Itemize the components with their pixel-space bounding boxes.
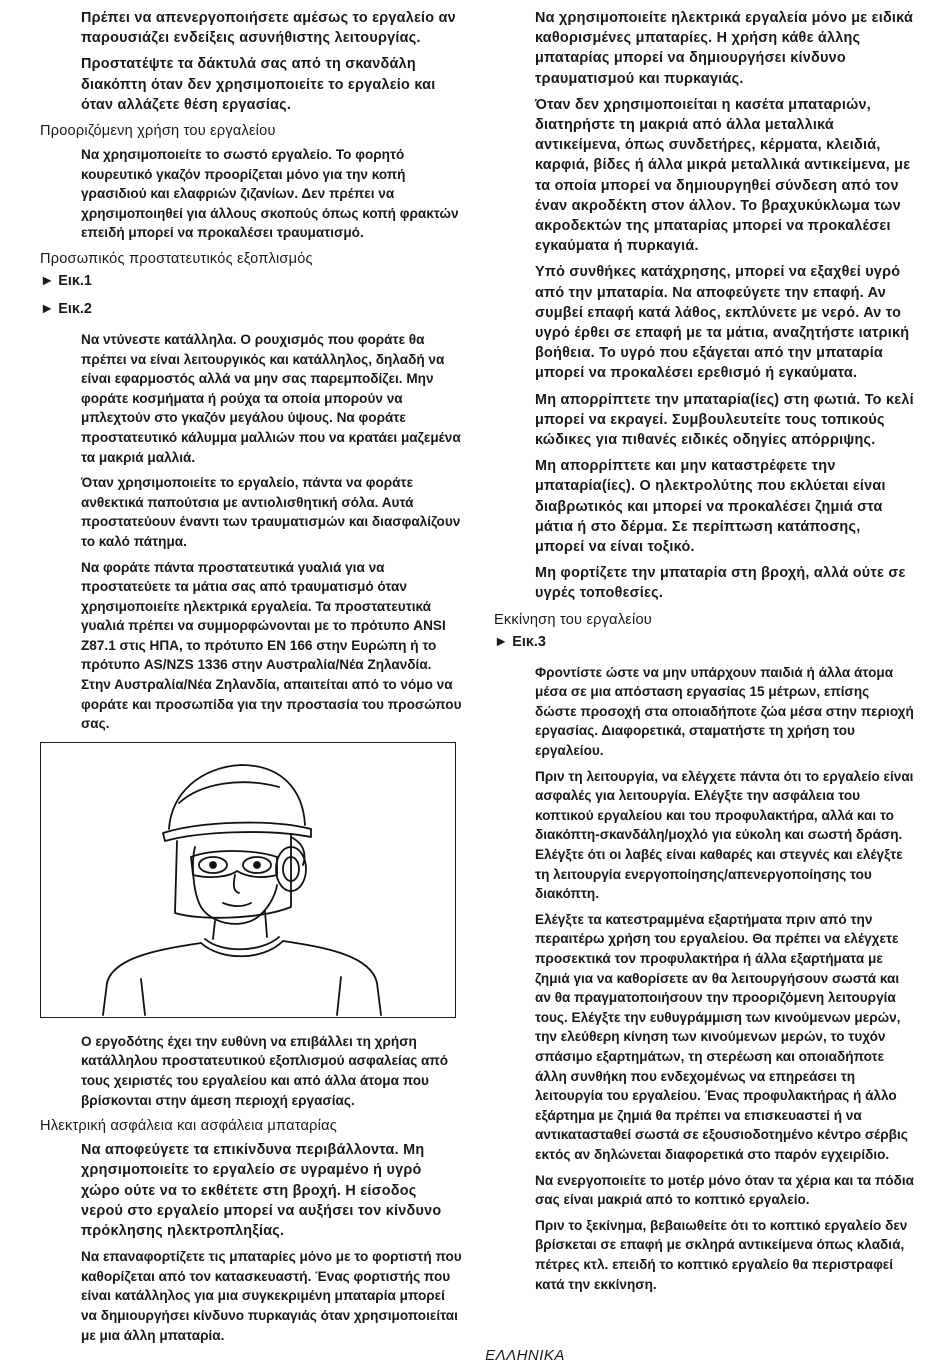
paragraph-damaged-parts: Ελέγξτε τα κατεστραμμένα εξαρτήματα πριν από την περαιτέρω χρήση του εργαλείου. Θα πρέπει να ελέγχετε προσεκτικά τον προφυλακτήρα ή άλλα εξαρτήματα με ζημιά για να καθορίσετε αν θα λειτουργήσουν σωστά και αν θα πραγματοποιήσουν την προοριζόμενη λειτουργία τους. Ελέγξτε την ευθυγράμμιση των κινούμενων μερών, την ελεύθερη κίνηση των κινούμενων μερών, το τυχόν σπάσιμο εξαρτημάτων, τη στερέωση και οποιαδήποτε άλλη συνθήκη που ενδεχομένως να επηρεάσει τη λειτουργία του εργαλείου. Ένας προφυλακτήρας ή άλλο εξάρτημα με ζημιά θα πρέπει να επισκευαστεί ή να αντικατασταθεί σωστά σε εξουσιοδοτημένο κέντρο σέρβις εκτός αν δηλώνεται διαφορετικά στο παρόν εγχειρίδιο. — [535, 911, 908, 1162]
right-column — [494, 8, 914, 1300]
paragraph-hazardous-environments: Να αποφεύγετε τα επικίνδυνα περιβάλλοντα. Μη χρησιμοποιείτε το εργαλείο σε υγραμένο ή υγρό χώρο ούτε να το εκθέτετε στη βροχή. Η είσοδος νερού στο εργαλείο μπορεί να αυξήσει τον κίνδυνο πρόκλησης ηλεκτροπληξίας. — [81, 1142, 442, 1240]
paragraph-clothing: Να ντύνεστε κατάλληλα. Ο ρουχισμός που φοράτε θα πρέπει να είναι λειτουργικός και κατάλληλος, δηλαδή να είναι εφαρμοστός αλλά να μην σας παρεμποδίζει. Μην φοράτε κοσμήματα ή ρούχα τα οποία μπορούν να μπλεχτούν στο γκαζόν μεγάλου ύψους. Να φοράτε προστατευτικό κάλυμμα μαλλιών που να κρατάει μαζεμένα τα μακριά μαλλιά. — [81, 331, 461, 465]
paragraph-hands-feet: Να ενεργοποιείτε το μοτέρ μόνο όταν τα χέρια και τα πόδια σας είναι μακριά από το κοπτικό εργαλείο. — [535, 1172, 914, 1208]
paragraph-battery-fire-disposal: Μη απορρίπτετε την μπαταρία(ίες) στη φωτιά. Το κελί μπορεί να εκραγεί. Συμβουλευτείτε τους τοπικούς κώδικες για πιθανές ειδικές οδηγίες απόρριψης. — [535, 391, 914, 449]
person-with-helmet-visor-icon — [41, 743, 454, 1016]
paragraph-employer-responsibility: Ο εργοδότης έχει την ευθύνη να επιβάλλει τη χρήση κατάλληλου προστατευτικού εξοπλισμού ασφαλείας από τους χειριστές του εργαλείου και από άλλα άτομα που βρίσκονται στην άμεση περιοχή εργασίας. — [81, 1033, 449, 1108]
left-column — [40, 8, 462, 1351]
figure-ref-1: ► Εικ.1 — [40, 272, 92, 289]
paragraph-hard-objects: Πριν το ξεκίνημα, βεβαιωθείτε ότι το κοπτικό εργαλείο δεν βρίσκεται σε επαφή με σκληρά αντικείμενα όπως κλαδιά, πέτρες κτλ. επειδή το κοπτικό εργαλείο θα περιστραφεί κατά την εκκίνηση. — [535, 1217, 908, 1292]
paragraph-charging-rain: Μη φορτίζετε την μπαταρία στη βροχή, αλλά ούτε σε υγρές τοποθεσίες. — [535, 565, 906, 602]
figure-ref-3: ► Εικ.3 — [494, 633, 546, 650]
paragraph-battery-destruction: Μη απορρίπτετε και μην καταστρέφετε την μπαταρία(ίες). Ο ηλεκτρολύτης που εκλύεται είναι διαβρωτικός και μπορεί να προκαλέσει ζημιά στα μάτια ή στο δέρμα. Σε περίπτωση κατάποσης, μπορεί να είναι τοξικό. — [535, 458, 886, 556]
page-footer-language: ΕΛΛΗΝΙΚΑ — [485, 1347, 565, 1364]
paragraph-trigger-safety: Προστατέψτε τα δάκτυλά σας από τη σκανδάλη διακόπτη όταν δεν χρησιμοποιείτε το εργαλείο και όταν αλλάζετε θέση εργασίας. — [81, 56, 436, 113]
heading-tool-start: Εκκίνηση του εργαλείου — [494, 611, 652, 628]
paragraph-intended-use: Να χρησιμοποιείτε το σωστό εργαλείο. Το φορητό κουρευτικό γκαζόν προορίζεται μόνο για την κοπή γρασιδιού και ελαφριών ζιζανίων. Δεν πρέπει να χρησιμοποιηθεί για άλλους σκοπούς όπως κοπή φρακτών επειδή μπορεί να προκαλέσει τραυματισμό. — [81, 147, 459, 241]
protective-equipment-illustration — [40, 742, 456, 1018]
paragraph-abnormal-operation: Πρέπει να απενεργοποιήσετε αμέσως το εργαλείο αν παρουσιάζει ενδείξεις ασυνήθιστης λειτουργίας. — [81, 10, 456, 47]
heading-electrical-battery-safety: Ηλεκτρική ασφάλεια και ασφάλεια μπαταρίας — [40, 1118, 337, 1135]
paragraph-specified-batteries: Να χρησιμοποιείτε ηλεκτρικά εργαλεία μόνο με ειδικά καθορισμένες μπαταρίες. Η χρήση κάθε άλλης μπαταρίας μπορεί να δημιουργήσει κίνδυνο τραυματισμού και πυρκαγιάς. — [535, 10, 914, 87]
figure-ref-2: ► Εικ.2 — [40, 300, 92, 317]
heading-personal-protective-equipment: Προσωπικός προστατευτικός εξοπλισμός — [40, 250, 313, 267]
heading-intended-use: Προοριζόμενη χρήση του εργαλείου — [40, 123, 276, 140]
paragraph-battery-storage: Όταν δεν χρησιμοποιείται η κασέτα μπαταριών, διατηρήστε τη μακριά από άλλα μεταλλικά αντικείμενα, όπως συνδετήρες, κέρματα, κλειδιά, καρφιά, βίδες ή άλλα μικρά μεταλλικά αντικείμενα, με τα οποία μπορεί να δημιουργηθεί σύνδεση από τον έναν ακροδέκτη στον άλλον. Το βραχυκύκλωμα των ακροδεκτών της μπαταρίας μπορεί να προκαλέσει εγκαύματα ή πυρκαγιά. — [535, 96, 911, 255]
paragraph-pre-operation-check: Πριν τη λειτουργία, να ελέγχετε πάντα ότι το εργαλείο είναι ασφαλές για λειτουργία. Ελέγξτε την ασφάλεια του κοπτικού εργαλείου και του προφυλακτήρα, αλλά και το διακόπτη-σκανδάλη/μοχλό για εύκολη και σωστή δράση. Ελέγξτε ότι οι λαβές είναι καθαρές και στεγνές και ελέγξτε τη λειτουργία ενεργοποίησης/απενεργοποίησης του διακόπτη. — [535, 768, 914, 902]
paragraph-eye-protection: Να φοράτε πάντα προστατευτικά γυαλιά για να προστατεύετε τα μάτια σας από τραυματισμό όταν χρησιμοποιείτε ηλεκτρικά εργαλεία. Τα προστατευτικά γυαλιά πρέπει να συμμορφώνονται με το πρότυπο ANSI Z87.1 στις ΗΠΑ, το πρότυπο EN 166 στην Ευρώπη ή το πρότυπο AS/NZS 1336 στην Αυστραλία/Νέα Ζηλανδία. Στην Αυστραλία/Νέα Ζηλανδία, απαιτείται από το νόμο να φοράτε και προσωπίδα για την προστασία του προσώπου σας. — [81, 559, 462, 732]
paragraph-battery-liquid: Υπό συνθήκες κατάχρησης, μπορεί να εξαχθεί υγρό από την μπαταρία. Να αποφεύγετε την επαφή. Αν συμβεί επαφή κατά λάθος, εκπλύνετε με νερό. Αν το υγρό έρθει σε επαφή με τα μάτια, αναζητήστε ιατρική βοήθεια. Το υγρό που εξάγεται από την μπαταρία μπορεί να προκαλέσει ερεθισμό ή εγκαύματα. — [535, 264, 910, 382]
paragraph-footwear: Όταν χρησιμοποιείτε το εργαλείο, πάντα να φοράτε ανθεκτικά παπούτσια με αντιολισθητική σόλα. Αυτά προστατεύουν έναντι των τραυματισμών και διασφαλίζουν το καλό πάτημα. — [81, 475, 461, 549]
paragraph-working-distance: Φροντίστε ώστε να μην υπάρχουν παιδιά ή άλλα άτομα μέσα σε μια απόσταση εργασίας 15 μέτρων, επίσης δώστε προσοχή στα οποιαδήποτε ζώα μέσα στην περιοχή εργασίας. Διαφορετικά, σταματήστε τη χρήση του εργαλείου. — [535, 664, 914, 759]
paragraph-charger: Να επαναφορτίζετε τις μπαταρίες μόνο με το φορτιστή που καθορίζεται από τον κατασκευαστή. Ένας φορτιστής που είναι κατάλληλος για μια συγκεκριμένη μπαταρία μπορεί να δημιουργήσει κίνδυνο πυρκαγιάς όταν χρησιμοποιείται με μια άλλη μπαταρία. — [81, 1249, 462, 1343]
